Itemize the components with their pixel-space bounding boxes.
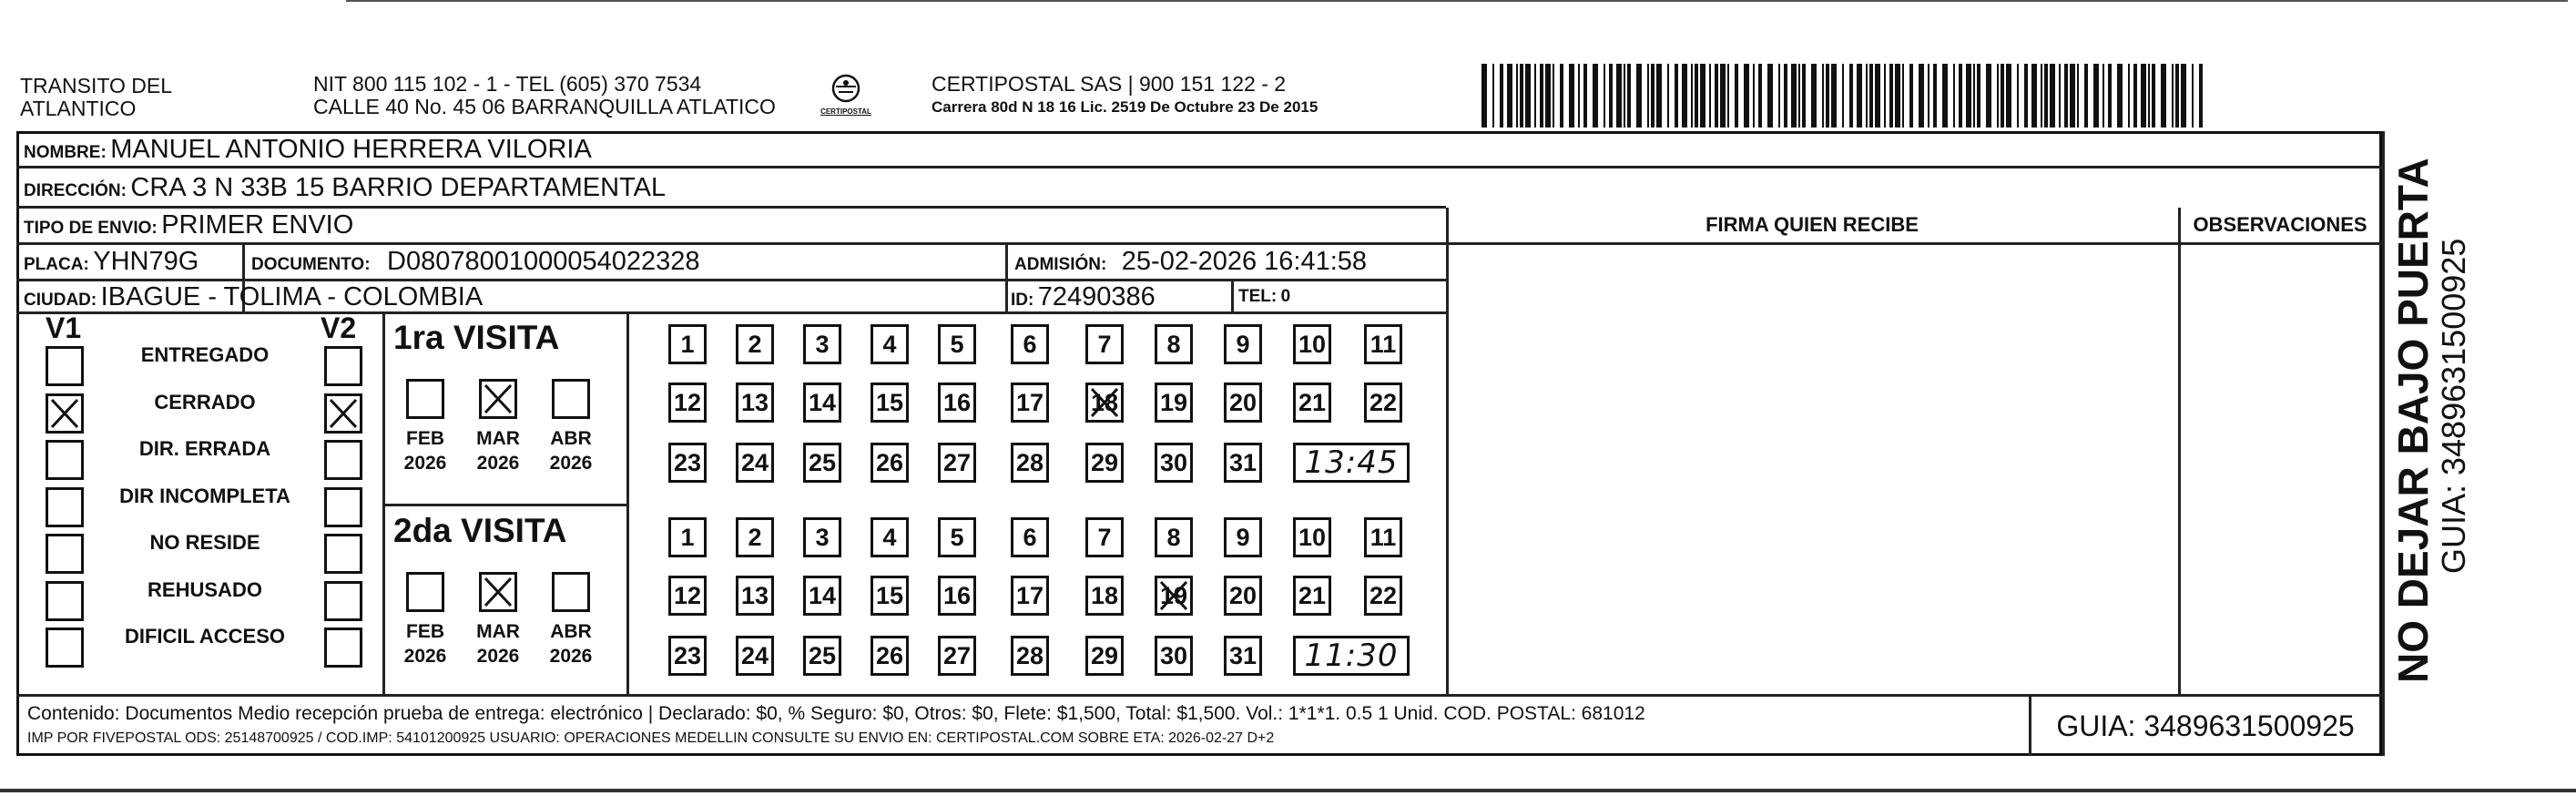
- day-box[interactable]: 29: [1085, 636, 1124, 676]
- day-box[interactable]: 22: [1364, 576, 1402, 616]
- month-checkbox[interactable]: [479, 572, 517, 612]
- day-box[interactable]: 10: [1293, 324, 1331, 364]
- admision-field: [1014, 244, 1367, 283]
- visit-title: 2da VISITA: [393, 512, 567, 549]
- observaciones-header: OBSERVACIONES: [2193, 213, 2367, 236]
- id-field: [1011, 281, 1156, 318]
- v1-header: V1: [46, 311, 82, 344]
- id-label: ID:: [1011, 291, 1034, 310]
- day-box[interactable]: 8: [1155, 324, 1193, 364]
- day-box[interactable]: 1: [668, 324, 707, 364]
- v1-checkbox[interactable]: [46, 393, 84, 434]
- day-box[interactable]: 9: [1224, 517, 1262, 557]
- tipo-envio-row: [24, 208, 353, 247]
- side-warning: [2390, 158, 2472, 683]
- month-name: ABR: [550, 621, 592, 642]
- day-box[interactable]: 27: [938, 636, 976, 676]
- ciudad-label: CIUDAD:: [24, 291, 97, 310]
- day-box[interactable]: 11: [1364, 324, 1402, 364]
- month-checkbox[interactable]: [552, 572, 590, 612]
- day-box[interactable]: 21: [1293, 576, 1331, 616]
- company-line-2: ATLANTICO: [20, 97, 137, 120]
- month-caption: [464, 426, 532, 475]
- documento-label: DOCUMENTO:: [251, 255, 371, 274]
- day-box[interactable]: 10: [1293, 517, 1331, 557]
- placa-field: [24, 244, 199, 283]
- day-box[interactable]: 28: [1011, 443, 1049, 483]
- visit-title: 1ra VISITA: [393, 319, 560, 356]
- month-caption: [537, 619, 605, 668]
- day-box[interactable]: 16: [938, 576, 976, 616]
- day-box[interactable]: 31: [1224, 443, 1262, 483]
- footer-guia: GUIA: 3489631500925: [2056, 709, 2355, 742]
- v2-checkbox[interactable]: [324, 628, 362, 668]
- v2-checkbox[interactable]: [324, 581, 362, 621]
- month-checkbox[interactable]: [479, 379, 517, 419]
- day-box[interactable]: 19: [1155, 576, 1193, 616]
- admision-value: 25-02-2026 16:41:58: [1121, 247, 1368, 276]
- day-box[interactable]: 23: [668, 636, 707, 676]
- side-warning-text: NO DEJAR BAJO PUERTA: [2389, 158, 2437, 683]
- day-x-mark: [1157, 578, 1190, 622]
- month-caption: [392, 426, 459, 475]
- nombre-row: [24, 131, 592, 172]
- month-caption: [537, 426, 605, 475]
- v2-checkbox[interactable]: [324, 346, 362, 386]
- v2-checkbox[interactable]: [324, 440, 362, 480]
- month-year: 2026: [403, 453, 447, 474]
- day-box[interactable]: 4: [871, 324, 909, 364]
- v2-checkbox[interactable]: [324, 393, 362, 434]
- handwritten-time: 13:45: [1293, 443, 1410, 483]
- day-box[interactable]: 13: [736, 576, 774, 616]
- v1-checkbox[interactable]: [46, 346, 84, 386]
- month-name: FEB: [406, 428, 444, 449]
- v1-checkbox[interactable]: [46, 628, 84, 668]
- v2-checkbox[interactable]: [324, 487, 362, 527]
- month-checkbox[interactable]: [552, 379, 590, 419]
- month-name: MAR: [476, 621, 520, 642]
- v1-checkbox[interactable]: [46, 581, 84, 621]
- ciudad-value: IBAGUE - TOLIMA - COLOMBIA: [100, 282, 484, 311]
- month-year: 2026: [476, 453, 520, 474]
- day-box[interactable]: 3: [803, 324, 841, 364]
- month-caption: [392, 619, 459, 668]
- tel-value: 0: [1280, 287, 1291, 306]
- id-value: 72490386: [1037, 282, 1156, 311]
- day-box[interactable]: 21: [1293, 383, 1331, 423]
- documento-value: D08078001000054022328: [387, 247, 700, 276]
- tipo-envio-label: TIPO DE ENVIO:: [24, 219, 158, 238]
- day-box[interactable]: 26: [871, 636, 909, 676]
- month-name: FEB: [406, 621, 444, 642]
- day-box[interactable]: 5: [938, 324, 976, 364]
- day-box[interactable]: 20: [1224, 383, 1262, 423]
- v1-checkbox[interactable]: [46, 534, 84, 574]
- direccion-row: [24, 169, 666, 210]
- certipostal-logo: [814, 73, 878, 120]
- day-box[interactable]: 1: [668, 517, 707, 557]
- nit-line: NIT 800 115 102 - 1 - TEL (605) 370 7534: [313, 72, 702, 96]
- month-name: ABR: [550, 428, 592, 449]
- firma-header: FIRMA QUIEN RECIBE: [1705, 213, 1919, 236]
- day-box[interactable]: 2: [736, 517, 774, 557]
- day-box[interactable]: 26: [871, 443, 909, 483]
- status-label: DIR. ERRADA: [138, 437, 271, 460]
- direccion-label: DIRECCIÓN:: [24, 181, 127, 200]
- carrier-info: [932, 73, 1318, 118]
- day-box[interactable]: 28: [1011, 636, 1049, 676]
- ciudad-field: [24, 281, 483, 318]
- day-box[interactable]: 16: [938, 383, 976, 423]
- day-box[interactable]: 11: [1364, 517, 1402, 557]
- day-box[interactable]: 27: [938, 443, 976, 483]
- month-year: 2026: [476, 646, 520, 667]
- side-guia-text: GUIA: 3489631500925: [2435, 238, 2472, 574]
- day-box[interactable]: 22: [1364, 383, 1402, 423]
- day-box[interactable]: 6: [1011, 517, 1049, 557]
- barcode: [1481, 64, 2205, 128]
- top-cut-line: [346, 0, 2568, 2]
- footer-contenido: Contenido: Documentos Medio recepción prueba de entrega: electrónico | Declarado: $0, % Seguro: $0, Otros: $0, Flete: $1,500, Total: $1,500. Vol.: 1*1*1. 0.5 1 Unid. COD. POSTAL: 681012: [27, 703, 1645, 724]
- day-box[interactable]: 12: [668, 576, 707, 616]
- v2-checkbox[interactable]: [324, 534, 362, 574]
- status-label: DIFICIL ACCESO: [124, 625, 285, 648]
- month-checkbox[interactable]: [406, 379, 444, 419]
- day-box[interactable]: 4: [871, 517, 909, 557]
- day-x-mark: [1088, 385, 1121, 429]
- day-box[interactable]: 5: [938, 517, 976, 557]
- day-box[interactable]: 14: [803, 576, 841, 616]
- day-box[interactable]: 24: [736, 443, 774, 483]
- handwritten-time: 11:30: [1293, 636, 1410, 676]
- day-box[interactable]: 17: [1011, 576, 1049, 616]
- company-name: [20, 75, 172, 120]
- status-label: REHUSADO: [148, 578, 262, 601]
- tel-label: TEL:: [1238, 287, 1278, 306]
- day-box[interactable]: 29: [1085, 443, 1124, 483]
- carrier-line: CERTIPOSTAL SAS | 900 151 122 - 2: [932, 72, 1287, 96]
- footer-imp: IMP POR FIVEPOSTAL ODS: 25148700925 / COD.IMP: 54101200925 USUARIO: OPERACIONES MEDELLIN CONSULTE SU ENVIO EN: CERTIPOSTAL.COM SOBRE ETA: 2026-02-27 D+2: [27, 730, 1275, 746]
- month-checkbox[interactable]: [406, 572, 444, 612]
- nombre-label: NOMBRE:: [24, 143, 107, 162]
- day-box[interactable]: 9: [1224, 324, 1262, 364]
- day-box[interactable]: 23: [668, 443, 707, 483]
- carrier-license: Carrera 80d N 18 16 Lic. 2519 De Octubre 23 De 2015: [932, 98, 1319, 116]
- day-box[interactable]: 3: [803, 517, 841, 557]
- day-box[interactable]: 15: [871, 576, 909, 616]
- placa-label: PLACA:: [24, 255, 89, 274]
- month-year: 2026: [549, 453, 593, 474]
- tipo-envio-value: PRIMER ENVIO: [161, 210, 354, 240]
- logo-caption: CERTIPOSTAL: [820, 107, 871, 116]
- tel-field: [1238, 281, 1290, 314]
- day-box[interactable]: 25: [803, 443, 841, 483]
- v1-checkbox[interactable]: [46, 440, 84, 480]
- day-box[interactable]: 7: [1085, 324, 1124, 364]
- month-caption: [464, 619, 532, 668]
- month-year: 2026: [403, 646, 447, 667]
- company-line-1: TRANSITO DEL: [20, 74, 172, 97]
- admision-label: ADMISIÓN:: [1014, 255, 1107, 274]
- documento-field: [251, 244, 700, 283]
- day-box[interactable]: 15: [871, 383, 909, 423]
- v2-header: V2: [321, 311, 357, 344]
- day-box[interactable]: 19: [1155, 383, 1193, 423]
- day-box[interactable]: 7: [1085, 517, 1124, 557]
- day-box[interactable]: 18: [1085, 383, 1124, 423]
- address-line: CALLE 40 No. 45 06 BARRANQUILLA ATLATICO: [313, 95, 776, 118]
- bottom-edge: [0, 789, 2576, 792]
- day-box[interactable]: 6: [1011, 324, 1049, 364]
- day-box[interactable]: 25: [803, 636, 841, 676]
- company-contact: [313, 73, 776, 118]
- day-box[interactable]: 17: [1011, 383, 1049, 423]
- day-box[interactable]: 31: [1224, 636, 1262, 676]
- placa-value: YHN79G: [93, 247, 199, 276]
- month-year: 2026: [549, 646, 593, 667]
- day-box[interactable]: 13: [736, 383, 774, 423]
- day-box[interactable]: 18: [1085, 576, 1124, 616]
- day-box[interactable]: 24: [736, 636, 774, 676]
- day-box[interactable]: 30: [1155, 636, 1193, 676]
- nombre-value: MANUEL ANTONIO HERRERA VILORIA: [110, 135, 592, 164]
- day-box[interactable]: 8: [1155, 517, 1193, 557]
- day-box[interactable]: 2: [736, 324, 774, 364]
- day-box[interactable]: 14: [803, 383, 841, 423]
- direccion-value: CRA 3 N 33B 15 BARRIO DEPARTAMENTAL: [130, 173, 667, 202]
- month-name: MAR: [476, 428, 520, 449]
- day-box[interactable]: 12: [668, 383, 707, 423]
- v1-checkbox[interactable]: [46, 487, 84, 527]
- status-label: DIR INCOMPLETA: [119, 485, 290, 507]
- status-label: ENTREGADO: [140, 343, 270, 366]
- day-box[interactable]: 30: [1155, 443, 1193, 483]
- day-box[interactable]: 20: [1224, 576, 1262, 616]
- status-label: CERRADO: [154, 391, 256, 413]
- status-label: NO RESIDE: [149, 531, 260, 554]
